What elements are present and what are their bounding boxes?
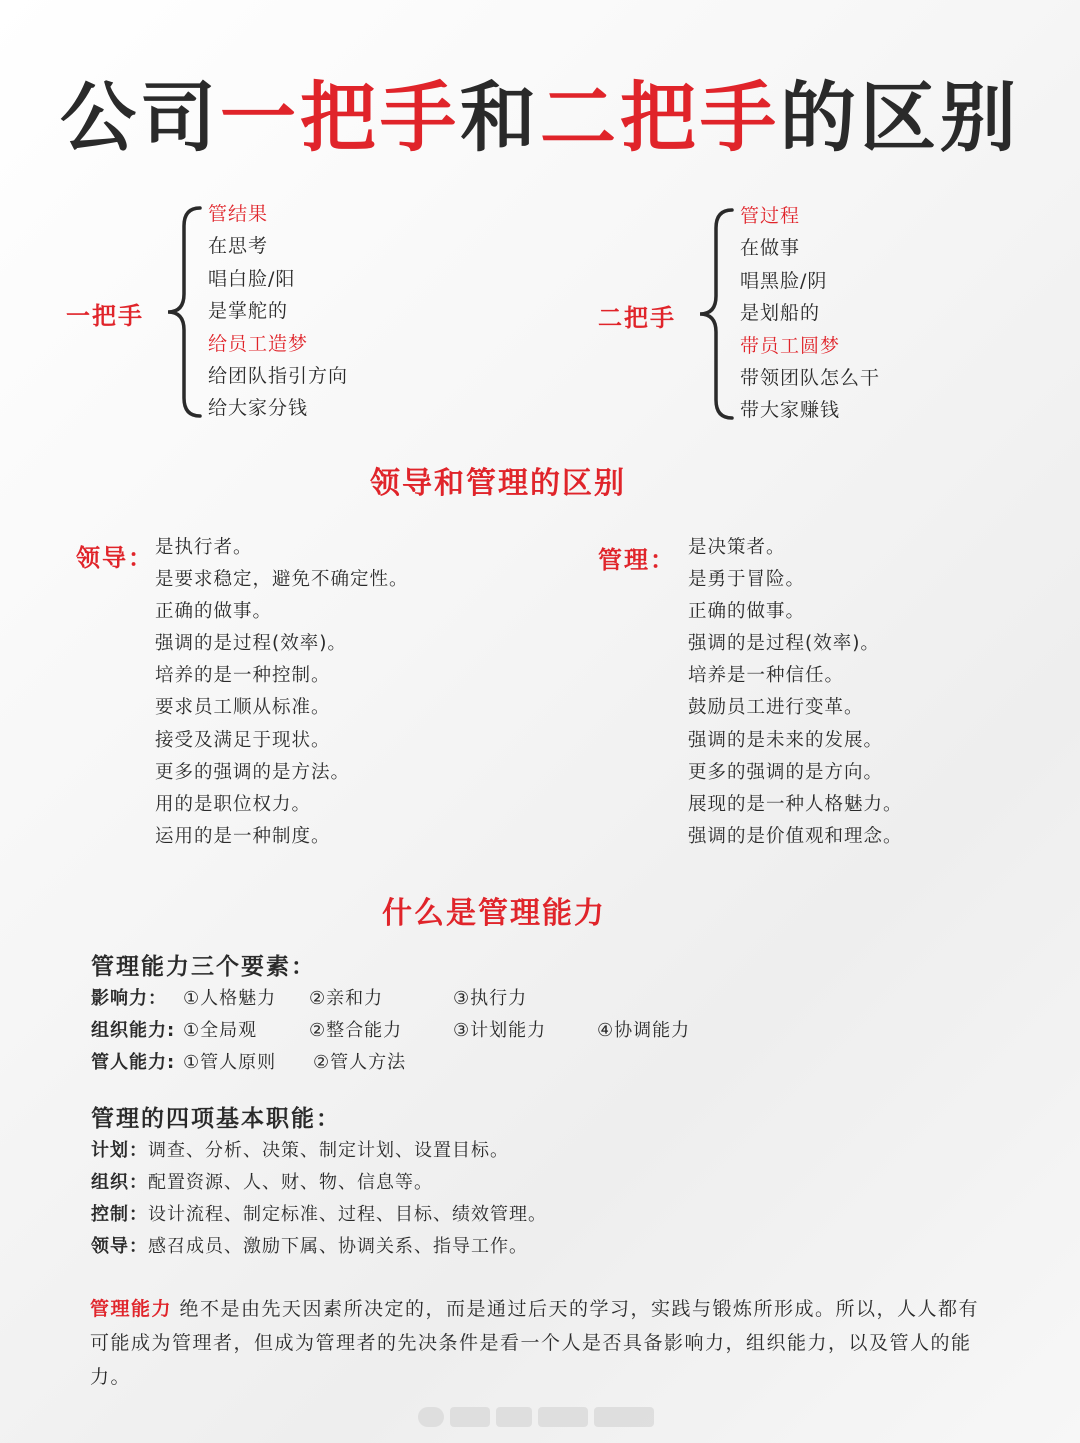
function-row-text: 配置资源、人、财、物、信息等。 (148, 1172, 433, 1193)
elements-heading: 管理能力三个要素： (91, 954, 316, 980)
functions-heading: 管理的四项基本职能： (91, 1106, 341, 1132)
second-hand-list (740, 200, 880, 427)
column-list-item: 要求员工顺从标准。 (155, 697, 331, 719)
title-part-difference: 的区别 (780, 73, 1020, 162)
element-row-item: ②亲和力 (309, 988, 384, 1009)
page-title (0, 70, 1080, 166)
function-row-label: 控制： (91, 1204, 148, 1225)
brace-list-item: 唱白脸/阳 (208, 267, 296, 290)
title-part-and: 和 (460, 73, 540, 162)
column-list-item: 正确的做事。 (155, 601, 273, 623)
column-list-item: 展现的是一种人格魅力。 (688, 793, 903, 815)
brace-list-item: 唱黑脸/阴 (740, 269, 828, 292)
column-list-item: 鼓励员工进行变革。 (688, 697, 864, 719)
element-row-item: ①管人原则 (183, 1052, 277, 1073)
first-hand-brace-icon (162, 204, 206, 420)
column-list-item: 是决策者。 (688, 537, 786, 558)
title-part-second-hand: 二把手 (540, 73, 780, 162)
section-heading-management-ability: 什么是管理能力 (382, 896, 606, 931)
column-list-item: 用的是职位权力。 (155, 793, 312, 815)
summary-highlight: 管理能力 (90, 1298, 173, 1320)
management-label: 管理： (598, 546, 676, 574)
element-row-label: 影响力： (91, 988, 167, 1009)
element-row-item: ④协调能力 (597, 1020, 691, 1041)
element-row (91, 983, 991, 1015)
column-list-item: 是勇于冒险。 (688, 569, 806, 591)
functions-rows (91, 1135, 991, 1263)
brace-list-item: 给团队指引方向 (208, 365, 349, 388)
brace-list-item: 在思考 (208, 235, 269, 258)
first-hand-label: 一把手 (66, 302, 144, 330)
column-list-item: 强调的是过程(效率)。 (688, 633, 880, 655)
brace-list-item: 在做事 (740, 237, 801, 260)
column-list-item: 培养的是一种控制。 (155, 665, 331, 687)
leadership-list (155, 532, 409, 853)
function-row-text: 调查、分析、决策、制定计划、设置目标。 (148, 1140, 509, 1161)
function-row (91, 1231, 991, 1263)
brace-list-item: 给大家分钱 (208, 397, 309, 420)
element-row (91, 1015, 991, 1047)
element-row (91, 1047, 991, 1079)
column-list-item: 正确的做事。 (688, 601, 806, 623)
column-list-item: 强调的是过程(效率)。 (155, 633, 347, 655)
management-list (688, 532, 903, 853)
function-row-text: 设计流程、制定标准、过程、目标、绩效管理。 (148, 1204, 547, 1225)
element-row-label: 管人能力: (91, 1052, 176, 1073)
element-row-item: ①全局观 (183, 1020, 258, 1041)
function-row (91, 1135, 991, 1167)
brace-list-item: 带大家赚钱 (740, 399, 841, 422)
function-row-label: 组织： (91, 1172, 148, 1193)
function-row (91, 1199, 991, 1231)
section-heading-leadership-vs-management: 领导和管理的区别 (370, 466, 626, 501)
brace-list-item: 管过程 (740, 205, 801, 227)
element-row-item: ①人格魅力 (183, 988, 277, 1009)
element-row-item: ③执行力 (453, 988, 528, 1009)
column-list-item: 更多的强调的是方法。 (155, 761, 351, 783)
column-list-item: 强调的是价值观和理念。 (688, 825, 903, 847)
element-row-item: ②整合能力 (309, 1020, 403, 1041)
title-part-company: 公司 (60, 73, 220, 162)
brace-list-item: 是划船的 (740, 302, 821, 325)
column-list-item: 强调的是未来的发展。 (688, 729, 884, 751)
elements-rows (91, 983, 991, 1079)
summary-paragraph (90, 1292, 990, 1394)
brace-list-item: 给员工造梦 (208, 332, 309, 355)
summary-text: 绝不是由先天因素所决定的，而是通过后天的学习，实践与锻炼所形成。所以，人人都有可能成为管理者，但成为管理者的先决条件是看一个人是否具备影响力，组织能力，以及管人的能力。 (90, 1298, 980, 1388)
leadership-label: 领导： (76, 544, 154, 572)
brace-list-item: 带员工圆梦 (740, 334, 841, 357)
element-row-item: ②管人方法 (313, 1052, 407, 1073)
column-list-item: 接受及满足于现状。 (155, 729, 331, 751)
function-row-text: 感召成员、激励下属、协调关系、指导工作。 (148, 1236, 528, 1257)
brace-list-item: 管结果 (208, 203, 269, 225)
element-row-label: 组织能力: (91, 1020, 176, 1041)
brace-list-item: 带领团队怎么干 (740, 367, 881, 390)
first-hand-list (208, 198, 348, 425)
brace-list-item: 是掌舵的 (208, 300, 289, 323)
title-part-first-hand: 一把手 (220, 73, 460, 162)
second-hand-label: 二把手 (598, 304, 676, 332)
column-list-item: 培养是一种信任。 (688, 665, 845, 687)
watermark-logo (418, 1404, 662, 1430)
column-list-item: 更多的强调的是方向。 (688, 761, 884, 783)
column-list-item: 运用的是一种制度。 (155, 825, 331, 847)
function-row-label: 计划： (91, 1140, 148, 1161)
column-list-item: 是执行者。 (155, 537, 253, 558)
element-row-item: ③计划能力 (453, 1020, 547, 1041)
column-list-item: 是要求稳定，避免不确定性。 (155, 569, 409, 591)
function-row-label: 领导： (91, 1236, 148, 1257)
second-hand-brace-icon (694, 206, 738, 422)
function-row (91, 1167, 991, 1199)
